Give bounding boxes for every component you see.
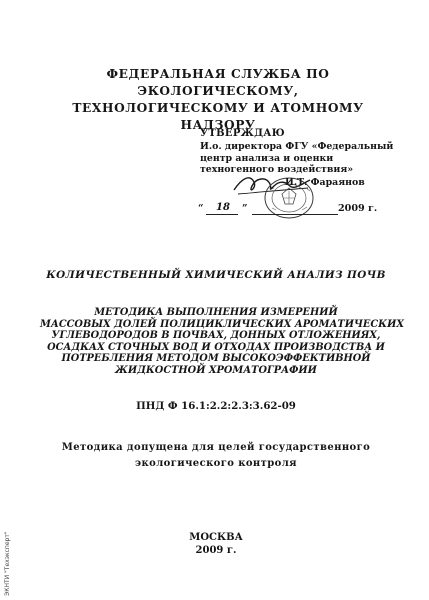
date-day: 18 (216, 202, 230, 213)
approval-date (198, 203, 398, 219)
signer-name: И.Т. Фараянов (285, 177, 365, 188)
method-title-line: ПОТРЕБЛЕНИЯ МЕТОДОМ ВЫСОКОЭФФЕКТИВНОЙ (61, 353, 371, 365)
approved-for-line-1: Методика допущена для целей государственного (61, 442, 371, 453)
signature-row (200, 174, 390, 194)
method-title-line: УГЛЕВОДОРОДОВ В ПОЧВАХ, ДОННЫХ ОТЛОЖЕНИЯХ, (51, 330, 381, 342)
method-title-line: МАССОВЫХ ДОЛЕЙ ПОЛИЦИКЛИЧЕСКИХ АРОМАТИЧЕСКИХ (40, 318, 404, 330)
side-watermark (2, 520, 14, 596)
approval-heading: УТВЕРЖДАЮ (200, 128, 285, 139)
approved-for-line-2: экологического контроля (135, 458, 297, 469)
approval-position-line-2: центр анализа и оценки (200, 152, 334, 164)
approval-position-line-1: И.о. директора ФГУ «Федеральный (200, 140, 394, 152)
agency-line-1: ФЕДЕРАЛЬНАЯ СЛУЖБА ПО ЭКОЛОГИЧЕСКОМУ, (106, 67, 330, 98)
approved-for-statement (40, 440, 392, 472)
date-month-underline (252, 214, 338, 215)
document-subject: КОЛИЧЕСТВЕННЫЙ ХИМИЧЕСКИЙ АНАЛИЗ ПОЧВ (46, 269, 386, 281)
date-close-quote: ” (242, 203, 248, 214)
city-name: МОСКВА (189, 532, 243, 543)
method-title-line: ЖИДКОСТНОЙ ХРОМАТОГРАФИИ (115, 364, 317, 376)
publication-year: 2009 г. (195, 545, 237, 556)
side-watermark-text: ЭКНТИ "Техэксперт" (4, 531, 11, 596)
method-title-line: МЕТОДИКА ВЫПОЛНЕНИЯ ИЗМЕРЕНИЙ (94, 307, 338, 318)
place-and-year (40, 531, 392, 557)
date-open-quote: “ (198, 203, 204, 214)
date-year: 2009 г. (338, 203, 378, 214)
agency-header (40, 66, 396, 134)
agency-line-2: ТЕХНОЛОГИЧЕСКОМУ И АТОМНОМУ НАДЗОРУ (72, 101, 364, 132)
approval-position-line-3: техногенного воздействия» (200, 164, 354, 176)
method-title-line: ОСАДКАХ СТОЧНЫХ ВОД И ОТХОДАХ ПРОИЗВОДСТВА И (47, 341, 385, 353)
date-day-underline (206, 214, 238, 215)
document-code: ПНД Ф 16.1:2.2:2.3:3.62-09 (136, 400, 296, 412)
method-title (40, 307, 404, 377)
